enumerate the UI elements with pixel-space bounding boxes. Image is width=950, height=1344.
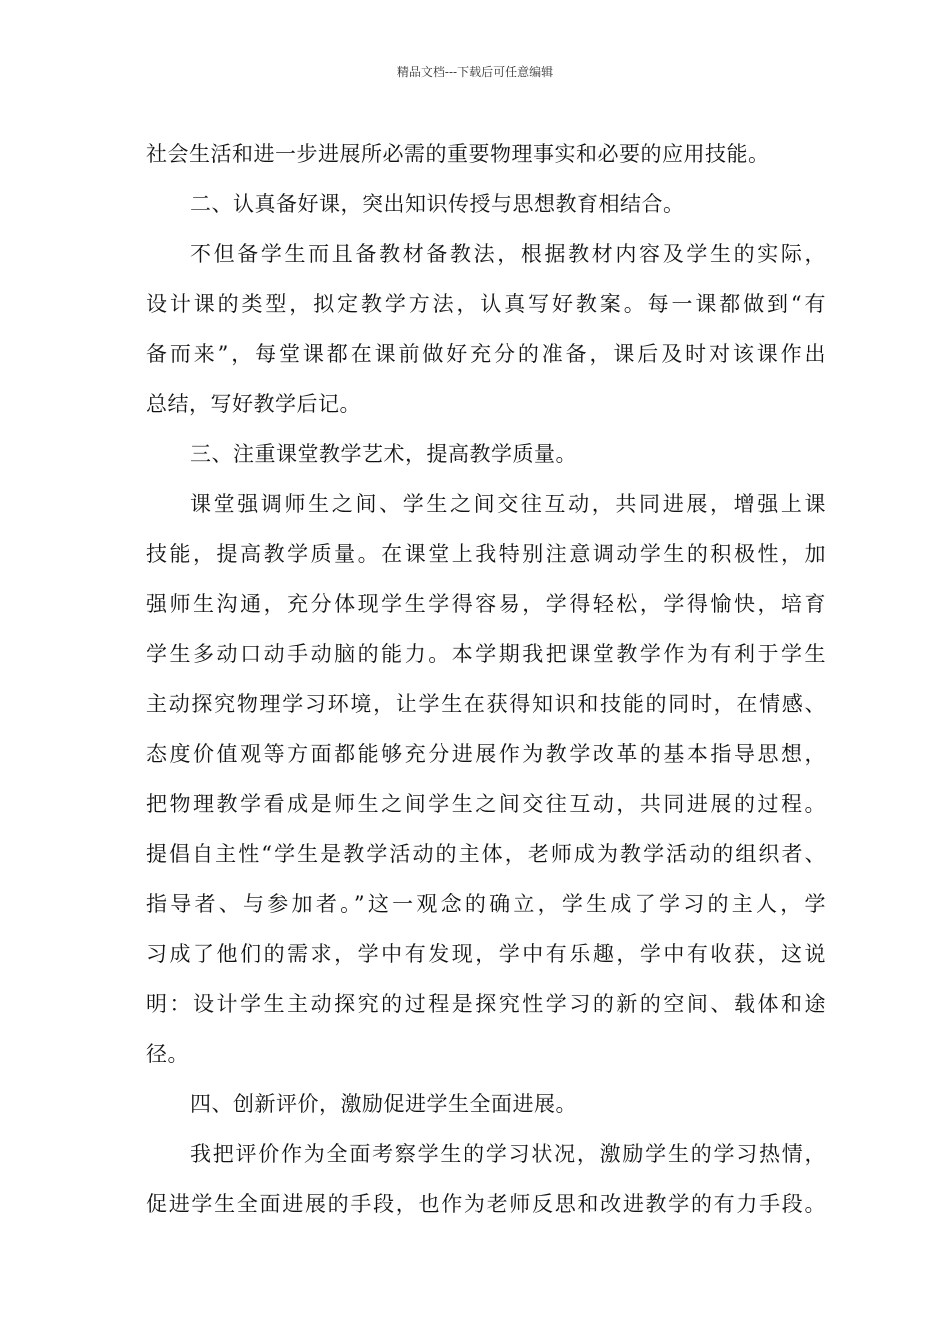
text-line: 强师生沟通，充分体现学生学得容易，学得轻松，学得愉快，培育	[146, 592, 826, 616]
document-body	[146, 129, 826, 1229]
text-line: 指导者、与参加者。”这一观念的确立，学生成了学习的主人，学	[146, 892, 826, 916]
text-line: 提倡自主性“学生是教学活动的主体，老师成为教学活动的组织者、	[146, 842, 826, 866]
text-line: 明：设计学生主动探究的过程是探究性学习的新的空间、载体和途	[146, 992, 826, 1016]
text-line: 三、注重课堂教学艺术，提高教学质量。	[190, 442, 577, 466]
text-line: 学生多动口动手动脑的能力。本学期我把课堂教学作为有利于学生	[146, 642, 826, 666]
text-line: 二、认真备好课，突出知识传授与思想教育相结合。	[190, 192, 685, 216]
text-line: 备而来”，每堂课都在课前做好充分的准备，课后及时对该课作出	[146, 342, 826, 366]
page-header: 精品文档---下载后可任意编辑	[396, 65, 554, 79]
text-line: 设计课的类型，拟定教学方法，认真写好教案。每一课都做到“有	[146, 292, 826, 316]
text-line: 技能，提高教学质量。在课堂上我特别注意调动学生的积极性，加	[146, 542, 826, 566]
text-line: 我把评价作为全面考察学生的学习状况，激励学生的学习热情，	[190, 1142, 826, 1166]
text-line: 不但备学生而且备教材备教法，根据教材内容及学生的实际，	[190, 242, 826, 266]
text-line: 把物理教学看成是师生之间学生之间交往互动，共同进展的过程。	[146, 792, 826, 816]
text-line: 习成了他们的需求，学中有发现，学中有乐趣，学中有收获，这说	[146, 942, 826, 966]
text-line: 主动探究物理学习环境，让学生在获得知识和技能的同时，在情感、	[146, 692, 826, 716]
text-line: 课堂强调师生之间、学生之间交往互动，共同进展，增强上课	[190, 492, 826, 516]
text-line: 社会生活和进一步进展所必需的重要物理事实和必要的应用技能。	[146, 142, 770, 166]
text-line: 径。	[146, 1042, 189, 1066]
text-line: 四、创新评价，激励促进学生全面进展。	[190, 1092, 577, 1116]
text-line: 态度价值观等方面都能够充分进展作为教学改革的基本指导思想，	[146, 742, 826, 766]
text-line: 促进学生全面进展的手段，也作为老师反思和改进教学的有力手段。	[146, 1192, 826, 1216]
text-line: 总结，写好教学后记。	[146, 392, 361, 416]
